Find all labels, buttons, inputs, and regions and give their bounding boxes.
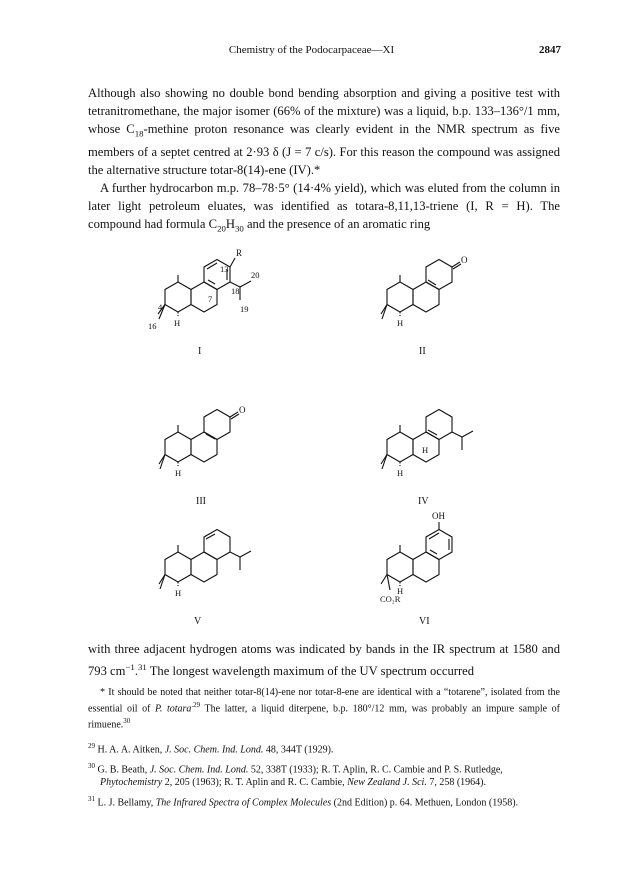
page-number: 2847 bbox=[539, 44, 561, 56]
struct-I-num4: 4 bbox=[158, 302, 163, 312]
paragraph-2: A further hydrocarbon m.p. 78–78·5° (14·4% yield), which was eluted from the column in later light petroleum eluates, was identified as totara-8,11,13-triene (I, R = H). The compound had formula $C_{20}H_{30}$ and the presence of an aromatic ring bbox=[88, 180, 560, 234]
struct-I-R: R bbox=[236, 248, 243, 258]
struct-IV-H2: H bbox=[397, 468, 404, 478]
reference-29: $^{29}$ H. A. A. Aitken, J. Soc. Chem. Ind. Lond. 48, 344T (1929). bbox=[88, 741, 334, 755]
paragraph-3: with three adjacent hydrogen atoms was indicated by bands in the IR spectrum at 1580 and 793 $cm^{-1}.^{31}$ The longest wavelength maximum of the UV spectrum occurred bbox=[88, 642, 560, 679]
struct-I-num16: 16 bbox=[148, 321, 157, 331]
struct-I-num13: 13 bbox=[220, 264, 229, 274]
body-text-bottom bbox=[88, 640, 560, 680]
body-text-top bbox=[88, 84, 560, 237]
footnote-star: * It should be noted that neither totar-8(14)-ene nor totar-8-ene are identical with a “totarene”, isolated from the essential oil of P. totara$^{.29}$ The latter, a liquid diterpene, b.p. 180°/12 mm, was probably an impure sample of rimuene.$^{30}$ bbox=[88, 687, 560, 731]
structure-II bbox=[381, 255, 468, 357]
struct-II-H: H bbox=[397, 318, 404, 328]
struct-I-num20: 20 bbox=[251, 270, 260, 280]
struct-I-num7: 7 bbox=[208, 294, 213, 304]
struct-I-label: I bbox=[198, 346, 202, 357]
structure-figures bbox=[88, 234, 560, 634]
struct-IV-H1: H bbox=[422, 445, 429, 455]
footnotes bbox=[88, 686, 560, 810]
paragraph-1: Although also showing no double bond bending absorption and giving a positive test with tetranitromethane, the major isomer (66% of the mixture) was a liquid, b.p. 133–136°/1 mm, whose $C_{18}$-methine proton resonance was clearly evident in the NMR spectrum as five members of a septet centred at 2·93 δ (J = 7 c/s). For this reason the compound was assigned the alternative structure totar-8(14)-ene (IV).* bbox=[88, 86, 560, 177]
struct-III-label: III bbox=[196, 496, 206, 507]
struct-VI-label: VI bbox=[419, 616, 430, 627]
struct-I-H: H bbox=[174, 318, 181, 328]
struct-II-label: II bbox=[419, 346, 426, 357]
structure-III bbox=[159, 405, 246, 507]
structure-V bbox=[159, 530, 251, 628]
struct-VI-OH: OH bbox=[432, 511, 445, 521]
running-title: Chemistry of the Podocarpaceae—XI bbox=[228, 44, 395, 56]
reference-31: $^{31}$ L. J. Bellamy, The Infrared Spectra of Complex Molecules (2nd Edition) p. 64. Methuen, London (1958). bbox=[88, 795, 519, 809]
struct-I-num19: 19 bbox=[240, 304, 249, 314]
struct-V-H: H bbox=[175, 588, 182, 598]
struct-II-O: O bbox=[461, 255, 468, 265]
structure-IV bbox=[381, 410, 473, 508]
running-header bbox=[0, 44, 623, 62]
structure-VI bbox=[380, 511, 452, 627]
struct-V-label: V bbox=[194, 616, 202, 627]
struct-VI-CO2R: CO₂R bbox=[380, 594, 401, 604]
struct-I-num18: 18 bbox=[231, 286, 240, 296]
structure-I bbox=[148, 248, 260, 357]
struct-III-H: H bbox=[175, 468, 182, 478]
struct-IV-label: IV bbox=[418, 496, 429, 507]
struct-VI-H: H bbox=[397, 586, 404, 596]
struct-III-O: O bbox=[239, 405, 246, 415]
reference-30: $^{30}$ G. B. Beath, J. Soc. Chem. Ind. Lond. 52, 338T (1933); R. T. Aplin, R. C. Cambie and P. S. Rutledge, Phytochemistry 2, 205 (1963); R. T. Aplin and R. C. Cambie, New Zealand J. Sci. 7, 258 (1964). bbox=[88, 761, 503, 789]
